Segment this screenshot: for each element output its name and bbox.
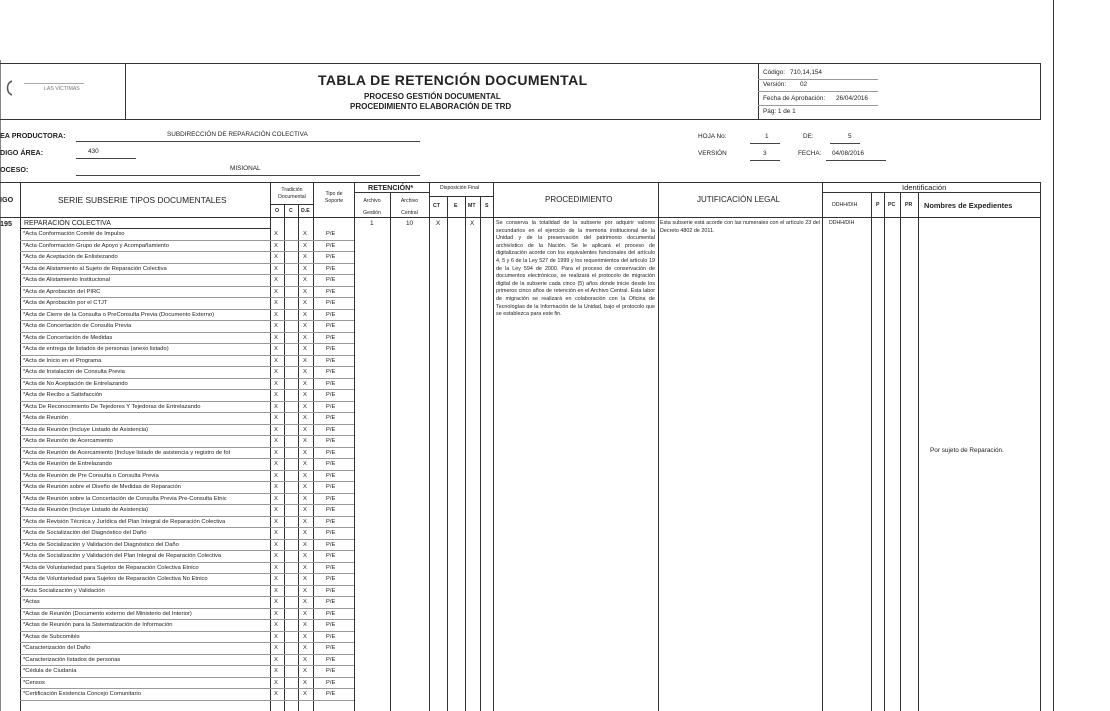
- table-row: [0, 666, 1100, 678]
- original-mark: X: [274, 311, 278, 318]
- original-mark: X: [274, 403, 278, 410]
- original-mark: X: [274, 357, 278, 364]
- electronic-mark: X: [303, 564, 307, 571]
- col-retencion: RETENCIÓN*: [368, 183, 414, 192]
- col-serie: SERIE SUBSERIE TIPOS DOCUMENTALES: [58, 195, 227, 205]
- col-de: D.E: [301, 208, 310, 214]
- table-row: [0, 298, 1100, 310]
- table-row: [0, 310, 1100, 322]
- document-type-name: *Acta de Voluntariedad para Sujetos de Reparación Colectiva No Étnico: [23, 576, 208, 582]
- document-type-name: *Acta de Concertación de Medidas: [23, 334, 113, 341]
- table-row: [0, 356, 1100, 368]
- table-row: [0, 448, 1100, 460]
- electronic-mark: X: [303, 599, 307, 605]
- original-mark: X: [274, 254, 278, 260]
- support-type: P/E: [326, 587, 336, 594]
- area-productora-label: EA PRODUCTORA:: [0, 131, 66, 140]
- support-type: P/E: [326, 334, 336, 341]
- table-row: [0, 459, 1100, 471]
- fecha-doc-value: 04/08/2016: [832, 150, 864, 157]
- version-doc-label: VERSIÓN: [698, 150, 727, 157]
- original-mark: X: [274, 449, 278, 456]
- original-mark: X: [274, 346, 278, 352]
- table-row: [0, 505, 1100, 517]
- electronic-mark: X: [303, 622, 307, 628]
- original-mark: X: [274, 334, 278, 341]
- support-type: P/E: [326, 231, 336, 237]
- support-type: P/E: [326, 484, 336, 490]
- table-row: [0, 275, 1100, 287]
- support-type: P/E: [326, 518, 336, 525]
- support-type: P/E: [326, 610, 336, 617]
- support-type: P/E: [326, 357, 336, 364]
- support-type: P/E: [326, 679, 336, 686]
- document-type-name: *Acta Conformación Grupo de Apoyo y Acompañamiento: [23, 242, 169, 249]
- electronic-mark: X: [303, 357, 307, 364]
- col-mt: MT: [468, 203, 476, 209]
- support-type: P/E: [326, 277, 336, 283]
- series-name: REPARACIÓN COLECTIVA: [24, 220, 111, 227]
- electronic-mark: X: [303, 472, 307, 479]
- original-mark: X: [274, 242, 278, 249]
- col-tipo-soporte: Tipo de Soporte: [324, 191, 344, 204]
- electronic-mark: X: [303, 369, 307, 375]
- table-row: [0, 482, 1100, 494]
- document-type-name: *Certificación Existencia Concejo Comunitario: [23, 691, 141, 697]
- support-type: P/E: [326, 323, 336, 329]
- electronic-mark: X: [303, 495, 307, 502]
- document-type-name: *Acta de Reunión sobre la Concertación de Consulta Previa Pre-Consulta Étnic: [23, 495, 227, 502]
- electronic-mark: X: [303, 300, 307, 306]
- support-type: P/E: [326, 576, 336, 582]
- electronic-mark: X: [303, 645, 307, 651]
- original-mark: X: [274, 472, 278, 479]
- electronic-mark: X: [303, 438, 307, 444]
- table-row: [0, 287, 1100, 299]
- col-procedimiento: PROCEDIMIENTO: [545, 195, 613, 204]
- support-type: P/E: [326, 438, 336, 444]
- original-mark: X: [274, 587, 278, 594]
- support-type: P/E: [326, 242, 336, 249]
- retention-gestion: 1: [370, 220, 374, 227]
- electronic-mark: X: [303, 242, 307, 249]
- table-row: [0, 413, 1100, 425]
- table-row: [0, 528, 1100, 540]
- original-mark: X: [274, 461, 278, 467]
- col-ct: CT: [433, 203, 440, 209]
- original-mark: X: [274, 288, 278, 295]
- document-type-name: *Actas de Reunión (Documento externo del Ministerio del Interior): [23, 610, 192, 617]
- electronic-mark: X: [303, 668, 307, 674]
- table-row: [0, 643, 1100, 655]
- table-row: [0, 517, 1100, 529]
- original-mark: X: [274, 564, 278, 571]
- electronic-mark: X: [303, 254, 307, 260]
- logo-mark-icon: [4, 79, 18, 97]
- table-row: [0, 620, 1100, 632]
- codigo-area-label: DIGO ÁREA:: [0, 148, 44, 157]
- electronic-mark: X: [303, 392, 307, 398]
- support-type: P/E: [326, 507, 336, 513]
- col-codigo: IGO: [0, 195, 14, 204]
- support-type: P/E: [326, 449, 336, 456]
- table-row: [0, 436, 1100, 448]
- original-mark: X: [274, 495, 278, 502]
- procedimiento-text: Se conserva la totalidad de la subserie por adquirir valores secundarios en el ejercicio de la memoria institucional de la Unidad y de la preservación del patrimonio documental archivístico de la Nación. Se le aplicará el proceso de digitalización acorde con los equivalentes funcionales del artículo 4, 5 y 6 de la Ley 527 de 1999 y los requerimientos del artículo 19 de la Ley 594 de 2000. Para el proceso de conservación de documentos electrónicos, se realizará el protocolo de migración digital de la subserie cada cinco (5) años donde inicie desde los primeros cinco años de retención en el Archivo Central. Esta labor de migración se realizará en colaboración con la Oficina de Tecnologías de la Información de la Unidad, bajo el protocolo que se establezca para este fin.: [496, 220, 655, 318]
- document-type-name: *Cédula de Ciudanía: [23, 668, 77, 674]
- electronic-mark: X: [303, 507, 307, 513]
- original-mark: X: [274, 380, 278, 387]
- original-mark: X: [274, 507, 278, 513]
- retention-table-body: [0, 218, 1040, 711]
- document-type-name: *Actas: [23, 599, 40, 605]
- table-row: [0, 689, 1100, 701]
- table-row: [0, 344, 1100, 356]
- col-e: E: [454, 203, 458, 209]
- original-mark: X: [274, 610, 278, 617]
- disposition-s: X: [470, 220, 475, 227]
- original-mark: X: [274, 415, 278, 421]
- electronic-mark: X: [303, 610, 307, 617]
- electronic-mark: X: [303, 346, 307, 352]
- document-type-name: *Acta Conformación Comité de Impulso: [23, 231, 125, 237]
- document-type-name: *Acta de Reunión de Acercamiento (Incluye listado de asistencia y registro de fot: [23, 449, 231, 456]
- electronic-mark: X: [303, 231, 307, 237]
- original-mark: X: [274, 645, 278, 651]
- support-type: P/E: [326, 426, 336, 433]
- electronic-mark: X: [303, 541, 307, 548]
- electronic-mark: X: [303, 449, 307, 456]
- version-doc-value: 3: [763, 150, 767, 157]
- original-mark: X: [274, 553, 278, 559]
- support-type: P/E: [326, 403, 336, 410]
- col-pc: PC: [888, 202, 896, 208]
- support-type: P/E: [326, 346, 336, 352]
- table-row: [0, 609, 1100, 621]
- electronic-mark: X: [303, 288, 307, 295]
- document-type-name: *Acta de Revisión Técnica y Jurídica del Plan Integral de Reparación Colectiva: [23, 518, 226, 525]
- col-justificacion: JUTIFICACIÓN LEGAL: [697, 195, 781, 204]
- document-type-name: *Acta de Reunión: [23, 415, 69, 421]
- support-type: P/E: [326, 311, 336, 318]
- disposition-ct: X: [436, 220, 441, 227]
- original-mark: X: [274, 656, 278, 663]
- col-o: O: [275, 208, 280, 214]
- electronic-mark: X: [303, 691, 307, 697]
- table-row: [0, 229, 1100, 241]
- table-row: [0, 574, 1100, 586]
- electronic-mark: X: [303, 334, 307, 341]
- version-meta-value: 02: [800, 81, 808, 88]
- electronic-mark: X: [303, 679, 307, 686]
- document-type-name: *Acta de Concertación de Consulta Previa: [23, 323, 132, 329]
- fecha-aprobacion-label: Fecha de Aprobación:: [763, 95, 826, 102]
- document-type-name: *Acta de Alistamiento Institucional: [23, 277, 111, 283]
- table-row: [0, 551, 1100, 563]
- document-type-name: *Censos: [23, 679, 45, 686]
- support-type: P/E: [326, 645, 336, 651]
- hoja-value: 1: [765, 133, 769, 140]
- col-c: C: [289, 208, 293, 214]
- table-row: [0, 678, 1100, 690]
- col-disposicion: Disposición Final: [440, 185, 480, 191]
- document-header: [0, 63, 1040, 120]
- justificacion-text: Esta subserie está acorde con las numerales con el artículo 23 del Decreto 4802 de 2011.: [660, 220, 820, 234]
- support-type: P/E: [326, 530, 336, 536]
- original-mark: X: [274, 679, 278, 686]
- original-mark: X: [274, 231, 278, 237]
- col-s: S: [485, 203, 489, 209]
- original-mark: X: [274, 668, 278, 674]
- electronic-mark: X: [303, 461, 307, 467]
- document-type-name: *Acta de Reunión (Incluye Listado de Asistencia): [23, 426, 149, 433]
- support-type: P/E: [326, 599, 336, 605]
- document-type-name: *Caracterización listados de personas: [23, 656, 121, 663]
- original-mark: X: [274, 633, 278, 640]
- document-type-name: *Acta Socialización y Validación: [23, 587, 105, 594]
- table-row: [0, 367, 1100, 379]
- table-row: [0, 655, 1100, 667]
- electronic-mark: X: [303, 633, 307, 640]
- support-type: P/E: [326, 691, 336, 697]
- document-type-name: *Acta de Socialización del Diagnóstico del Daño: [23, 530, 147, 536]
- procedure-subtitle: PROCEDIMIENTO ELABORACIÓN DE TRD: [350, 102, 512, 111]
- electronic-mark: X: [303, 311, 307, 318]
- table-row: [0, 379, 1100, 391]
- page-title: TABLA DE RETENCIÓN DOCUMENTAL: [318, 72, 588, 88]
- codigo-value: 710,14,154: [790, 69, 822, 76]
- electronic-mark: X: [303, 277, 307, 283]
- original-mark: X: [274, 541, 278, 548]
- col-p: P: [876, 202, 880, 208]
- col-archivo-gestion: Archivo Gestión: [363, 198, 381, 216]
- table-row: [0, 563, 1100, 575]
- document-type-name: *Acta de Reunión (Incluye Listado de Asistencia): [23, 507, 149, 513]
- original-mark: X: [274, 691, 278, 697]
- document-type-name: *Acta de Reunión de Pre Consulta o Consulta Previa: [23, 472, 159, 479]
- original-mark: X: [274, 323, 278, 329]
- original-mark: X: [274, 622, 278, 628]
- version-label: Versión:: [763, 81, 787, 88]
- table-row: [0, 632, 1100, 644]
- support-type: P/E: [326, 622, 336, 628]
- support-type: P/E: [326, 656, 336, 663]
- hoja-label: HOJA No:: [698, 133, 727, 140]
- logo-text: LAS VÍCTIMAS: [44, 86, 80, 92]
- document-type-name: *Acta de Recibo a Satisfacción: [23, 392, 103, 398]
- table-row: [0, 333, 1100, 345]
- page-count: Pág: 1 de 1: [763, 108, 796, 115]
- electronic-mark: X: [303, 656, 307, 663]
- document-type-name: *Acta de Aprobación por el CTJT: [23, 300, 108, 306]
- table-row: [0, 471, 1100, 483]
- logo: [4, 75, 114, 105]
- fecha-doc-label: FECHA:: [798, 150, 822, 157]
- series-code: 195: [0, 219, 12, 228]
- electronic-mark: X: [303, 518, 307, 525]
- table-row: [0, 402, 1100, 414]
- support-type: P/E: [326, 553, 336, 559]
- document-type-name: *Acta de Socialización y Validación del Plan Integral de Reparación Colectiva: [23, 553, 222, 559]
- support-type: P/E: [326, 633, 336, 640]
- support-type: P/E: [326, 369, 336, 375]
- electronic-mark: X: [303, 587, 307, 594]
- original-mark: X: [274, 426, 278, 433]
- col-pr: PR: [905, 202, 913, 208]
- electronic-mark: X: [303, 265, 307, 272]
- ddhh-value: DDHH/DIH: [829, 220, 855, 226]
- original-mark: X: [274, 438, 278, 444]
- codigo-label: Código:: [763, 69, 786, 76]
- electronic-mark: X: [303, 403, 307, 410]
- original-mark: X: [274, 530, 278, 536]
- original-mark: X: [274, 484, 278, 490]
- document-type-name: *Acta de Reunión de Acercamiento: [23, 438, 113, 444]
- table-row: [0, 321, 1100, 333]
- de-value: 5: [848, 133, 852, 140]
- document-type-name: *Acta de Voluntariedad para Sujetos de Reparación Colectiva Étnico: [23, 564, 199, 571]
- table-row: [0, 252, 1100, 264]
- support-type: P/E: [326, 265, 336, 272]
- support-type: P/E: [326, 541, 336, 548]
- support-type: P/E: [326, 495, 336, 502]
- original-mark: X: [274, 392, 278, 398]
- table-row: [0, 586, 1100, 598]
- retention-table-header: [0, 182, 1040, 218]
- table-row: [0, 540, 1100, 552]
- document-type-name: *Acta de Cierre de la Consulta o PreConsulta Previa (Documento Externo): [23, 311, 215, 318]
- table-row: [0, 425, 1100, 437]
- document-type-rows: [0, 229, 1040, 711]
- original-mark: X: [274, 599, 278, 605]
- electronic-mark: X: [303, 530, 307, 536]
- document-type-name: *Acta De Reconocimiento De Tejedores Y Tejedoras de Entrelazando: [23, 403, 201, 410]
- col-nombres: Nombres de Expedientes: [924, 201, 1013, 210]
- table-row: [0, 597, 1100, 609]
- original-mark: X: [274, 277, 278, 283]
- support-type: P/E: [326, 288, 336, 295]
- document-type-name: *Acta de Instalación de Consulta Previa: [23, 369, 125, 375]
- col-tradicion: Tradición Documental: [278, 187, 306, 200]
- support-type: P/E: [326, 415, 336, 421]
- support-type: P/E: [326, 392, 336, 398]
- electronic-mark: X: [303, 323, 307, 329]
- de-label: DE:: [803, 133, 814, 140]
- support-type: P/E: [326, 380, 336, 387]
- proceso-value: MISIONAL: [230, 165, 261, 172]
- col-ddhhdih: DDHH/DIH: [832, 202, 858, 208]
- support-type: P/E: [326, 564, 336, 571]
- support-type: P/E: [326, 472, 336, 479]
- area-productora-value: SUBDIRECCIÓN DE REPARACIÓN COLECTIVA: [167, 131, 308, 138]
- document-type-name: *Acta de Alistamiento al Sujeto de Reparación Colectiva: [23, 265, 167, 272]
- table-row: [0, 241, 1100, 253]
- electronic-mark: X: [303, 426, 307, 433]
- original-mark: X: [274, 265, 278, 272]
- table-row: [0, 264, 1100, 276]
- document-type-name: *Actas de Subcomités: [23, 633, 80, 640]
- support-type: P/E: [326, 254, 336, 260]
- table-row: [0, 494, 1100, 506]
- codigo-area-value: 430: [88, 148, 99, 155]
- electronic-mark: X: [303, 415, 307, 421]
- document-type-name: *Acta de Inicio en el Programa: [23, 357, 102, 364]
- nombre-expediente: Por sujeto de Reparación.: [930, 447, 1004, 454]
- support-type: P/E: [326, 461, 336, 467]
- document-type-name: *Caracterización del Daño: [23, 645, 91, 651]
- document-type-name: *Actas de Reunión para la Sistematización de Información: [23, 622, 173, 628]
- table-row: [0, 390, 1100, 402]
- support-type: P/E: [326, 668, 336, 674]
- document-type-name: *Acta de Aceptación de Enlistezando: [23, 254, 118, 260]
- original-mark: X: [274, 300, 278, 306]
- electronic-mark: X: [303, 380, 307, 387]
- document-type-name: *Acta de entrega de listados de personas (anexo listado): [23, 346, 169, 352]
- document-type-name: *Acta de Reunión sobre el Diseño de Medidas de Reparación: [23, 484, 181, 490]
- document-type-name: *Acta de Aprobación del PIRC: [23, 288, 101, 295]
- support-type: P/E: [326, 300, 336, 306]
- original-mark: X: [274, 369, 278, 375]
- document-type-name: *Acta de No Aceptación de Entrelazando: [23, 380, 128, 387]
- document-type-name: *Acta de Socialización y Validación del Diagnóstico del Daño: [23, 541, 179, 548]
- col-identificacion: Identificación: [902, 183, 947, 192]
- document-type-name: *Acta de Reunión de Entrelazando: [23, 461, 112, 467]
- original-mark: X: [274, 576, 278, 582]
- row-divider: [20, 700, 354, 701]
- process-subtitle: PROCESO GESTIÓN DOCUMENTAL: [364, 92, 501, 101]
- retention-central: 10: [406, 220, 414, 227]
- fecha-aprobacion-value: 26/04/2016: [836, 95, 868, 102]
- col-archivo-central: Archivo Central: [400, 198, 419, 216]
- electronic-mark: X: [303, 576, 307, 582]
- electronic-mark: X: [303, 553, 307, 559]
- original-mark: X: [274, 518, 278, 525]
- proceso-label: OCESO:: [0, 165, 29, 174]
- electronic-mark: X: [303, 484, 307, 490]
